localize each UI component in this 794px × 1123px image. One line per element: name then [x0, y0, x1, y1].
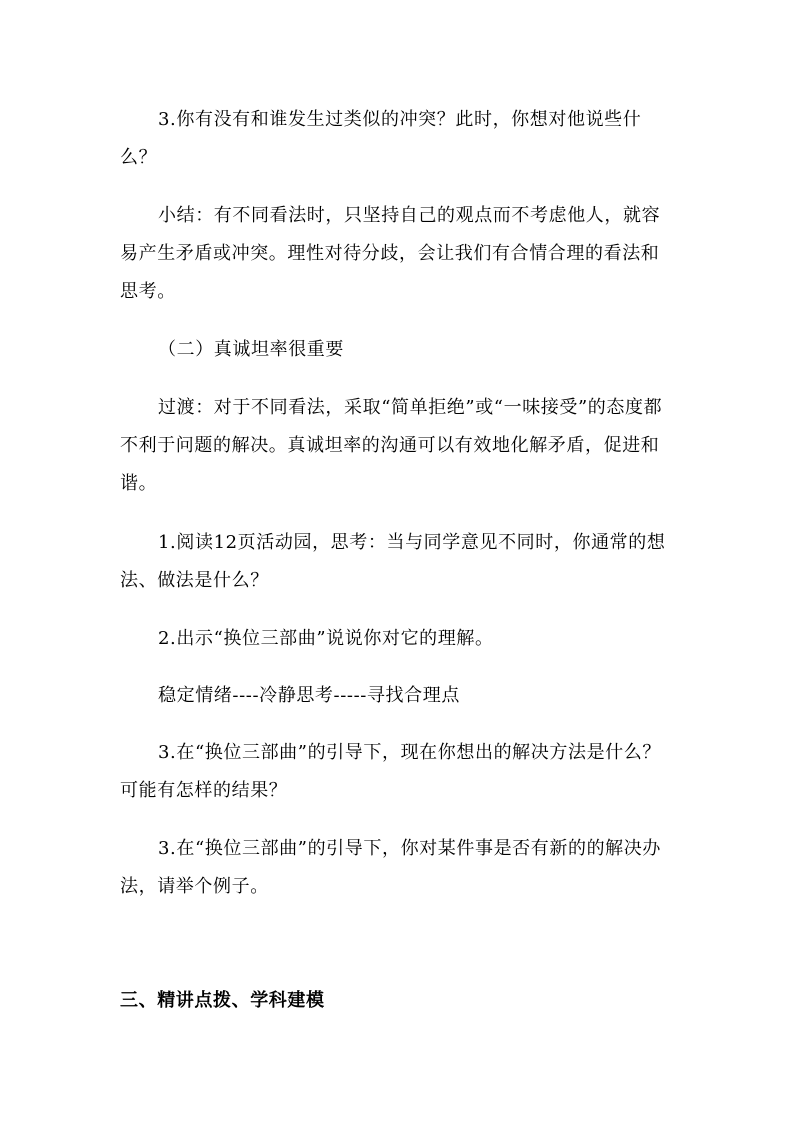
question-3-example: 3.在“换位三部曲”的引导下，你对某件事是否有新的的解决办法，请举个例子。 — [120, 838, 661, 897]
question-3-conflict: 3.你有没有和谁发生过类似的冲突？此时，你想对他说些什么？ — [120, 109, 642, 168]
question-2-show: 2.出示“换位三部曲”说说你对它的理解。 — [158, 628, 494, 649]
three-steps-line: 稳定情绪----冷静思考-----寻找合理点 — [158, 685, 460, 706]
summary-paragraph: 小结：有不同看法时，只坚持自己的观点而不考虑他人，就容易产生矛盾或冲突。理性对待分歧，会让我们有合情合理的看法和思考。 — [120, 205, 661, 302]
section-two-title: （二）真诚坦率很重要 — [158, 339, 344, 360]
question-3-solution: 3.在“换位三部曲”的引导下，现在你想出的解决方法是什么？可能有怎样的结果？ — [120, 742, 661, 801]
transition-paragraph: 过渡：对于不同看法，采取“简单拒绝”或“一味接受”的态度都不利于问题的解决。真诚坦率的沟通可以有效地化解矛盾，促进和谐。 — [120, 397, 663, 494]
question-1-read: 1.阅读12页活动园，思考：当与同学意见不同时，你通常的想法、做法是什么？ — [120, 532, 666, 591]
section-three-heading: 三、精讲点拨、学科建模 — [120, 990, 325, 1011]
